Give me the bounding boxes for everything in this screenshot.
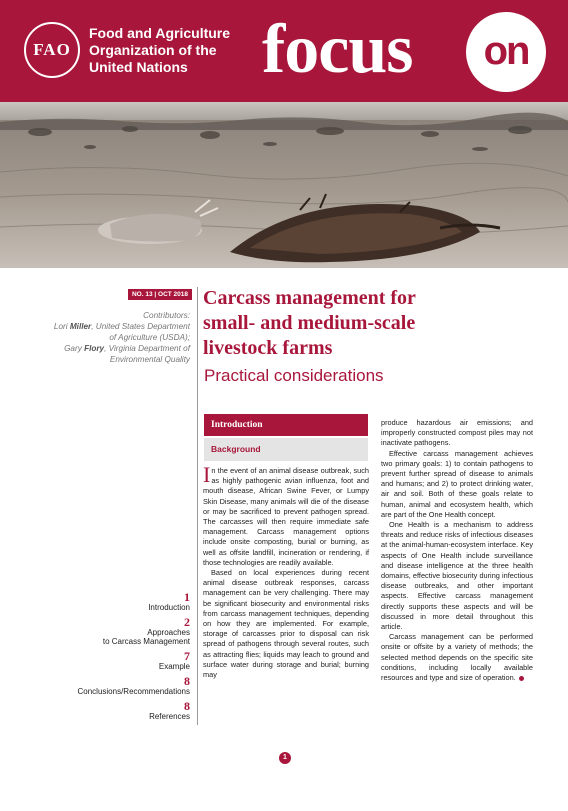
toc-item[interactable] bbox=[40, 675, 190, 696]
page-title bbox=[203, 286, 543, 361]
toc-label: to Carcass Management bbox=[102, 637, 190, 646]
toc-page-number: 1 bbox=[184, 590, 190, 604]
series-title: focus bbox=[262, 11, 413, 88]
toc-item[interactable] bbox=[40, 616, 190, 646]
header-banner bbox=[0, 0, 568, 102]
body-paragraph: Based on local experiences during recent animal disease outbreak responses, carcass management can be very challenging. There may be significant biosecurity and environmental risks from carcass management techniques, depending on how they are implemented. For example, storage of carcasses prior to disposal can risk spread of pathogens through several routes, such as attracting flies; liquids may leach to ground and surface water during storage and burial; burning may bbox=[203, 568, 369, 680]
toc-label: Approaches bbox=[147, 628, 190, 637]
toc-label: Example bbox=[158, 662, 190, 671]
toc-label: Introduction bbox=[148, 603, 190, 612]
contributor-last-name: Miller bbox=[69, 322, 92, 331]
contributor-first-name: Gary bbox=[64, 344, 82, 353]
contributor-line bbox=[30, 343, 190, 354]
toc-item[interactable] bbox=[40, 700, 190, 721]
paragraph-text: n the event of an animal disease outbreak, such as highly pathogenic avian influenza, foot and mouth disease, African Swine Fever, or Lumpy Skin Disease, many animals will die of the disease or may be sacrificed to prevent pathogen spread. The carcasses will then require immediate safe management. Carcass management options include onsite composting, burial or burning, as well as offsite landfill, incineration or rendering, if those technologies are readily available. bbox=[203, 466, 369, 567]
title-line: livestock farms bbox=[203, 337, 333, 359]
body-column-right bbox=[381, 418, 533, 683]
contributors bbox=[30, 310, 190, 365]
page-number: 1 bbox=[279, 752, 291, 764]
toc-item[interactable] bbox=[40, 591, 190, 612]
table-of-contents bbox=[40, 591, 190, 725]
org-line: Organization of the bbox=[89, 42, 217, 58]
contributors-label: Contributors: bbox=[143, 311, 190, 320]
subsection-heading-background: Background bbox=[204, 438, 368, 461]
contributor-affiliation: , United States Department bbox=[91, 322, 190, 331]
fao-emblem-icon: FAO bbox=[24, 22, 80, 78]
body-paragraph: One Health is a mechanism to address threats and reduce risks of infectious diseases at the animal-human-ecosystem interface. Key aspects of One Health include surveillance and disease intelligence at the three health domains, effective biosecurity during infectious disease outbreaks, and other important aspects. Effective carcass management directly supports these aspects and will be discussed in more detail throughout this article. bbox=[381, 520, 533, 632]
contributor-last-name: Flory bbox=[84, 344, 105, 353]
contributor-first-name: Lori bbox=[53, 322, 68, 331]
toc-label: References bbox=[149, 712, 190, 721]
end-dot-icon bbox=[519, 676, 524, 681]
toc-page-number: 7 bbox=[184, 649, 190, 663]
body-paragraph: produce hazardous air emissions; and improperly constructed compost piles may not inactivate pathogens. bbox=[381, 418, 533, 448]
toc-page-number: 8 bbox=[184, 699, 190, 713]
body-paragraph bbox=[203, 462, 369, 568]
section-heading-introduction: Introduction bbox=[204, 414, 368, 436]
toc-item[interactable] bbox=[40, 650, 190, 671]
column-divider bbox=[197, 287, 198, 725]
toc-page-number: 2 bbox=[184, 615, 190, 629]
contributor-affiliation: of Agriculture (USDA); bbox=[109, 333, 190, 342]
toc-page-number: 8 bbox=[184, 674, 190, 688]
body-paragraph bbox=[381, 632, 533, 683]
paragraph-text: Carcass management can be performed onsite or offsite by a variety of methods; the selected method depends on the specific site conditions, including locally available resources and type and size of operation. bbox=[381, 632, 533, 683]
title-line: small- and medium-scale bbox=[203, 312, 416, 334]
org-line: Food and Agriculture bbox=[89, 25, 231, 41]
toc-label: Conclusions/Recommendations bbox=[77, 687, 190, 696]
org-line: United Nations bbox=[89, 59, 188, 75]
body-column-left bbox=[203, 462, 369, 680]
contributor-affiliation: , Virginia Department of bbox=[104, 344, 190, 353]
on-badge: on bbox=[466, 12, 546, 92]
contributor-affiliation: Environmental Quality bbox=[109, 355, 190, 364]
contributor-line bbox=[30, 321, 190, 332]
page-subtitle: Practical considerations bbox=[204, 366, 384, 385]
drop-cap: I bbox=[203, 462, 211, 487]
issue-badge: NO. 13 | OCT 2018 bbox=[128, 289, 192, 300]
title-line: Carcass management for bbox=[203, 287, 416, 309]
body-paragraph: Effective carcass management achieves two primary goals: 1) to contain pathogens to prevent further spread of disease to animals and humans; and 2) to protect drinking water, air and soil. Both of these goals relate to human, animal and ecosystem health, which are part of the One Health concept. bbox=[381, 448, 533, 519]
organization-name bbox=[89, 25, 230, 76]
cover-photo bbox=[0, 102, 568, 268]
